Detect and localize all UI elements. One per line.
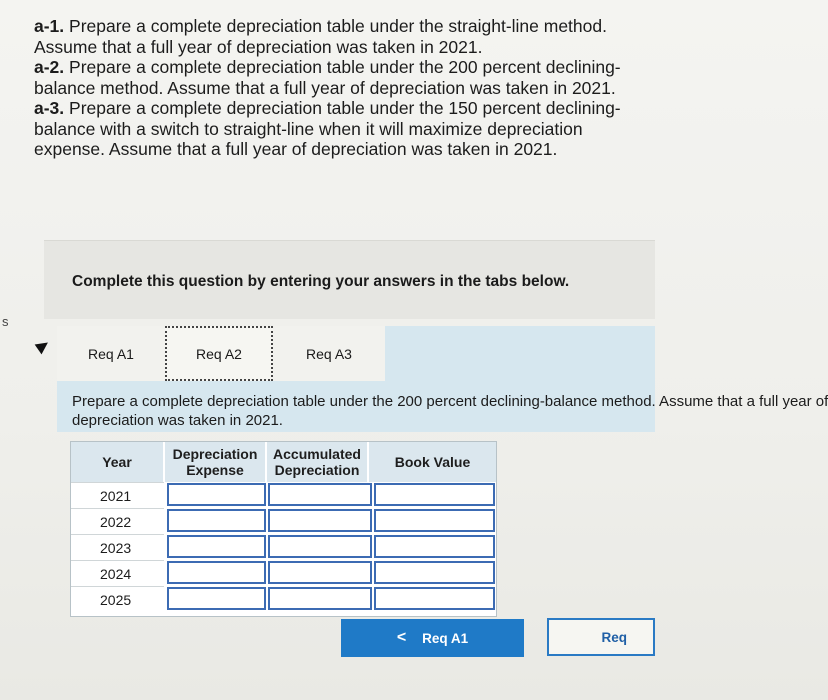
next-button-label: Req xyxy=(601,629,627,645)
margin-mark: s xyxy=(2,314,9,329)
table-row xyxy=(71,586,496,612)
book-value-input[interactable] xyxy=(374,509,495,532)
header-accumulated-depreciation: Accumulated Depreciation xyxy=(267,442,367,482)
tab-instruction: Prepare a complete depreciation table under the 200 percent declining-balance method. Assume that a full year of depreciation was taken in 2021. xyxy=(72,393,828,429)
header-year: Year xyxy=(71,442,163,482)
accumulated-input[interactable] xyxy=(268,561,372,584)
year-cell: 2022 xyxy=(71,508,164,534)
accumulated-input[interactable] xyxy=(268,509,372,532)
instructions-banner xyxy=(44,240,655,319)
year-cell: 2021 xyxy=(71,482,164,508)
depreciation-input[interactable] xyxy=(167,561,266,584)
depreciation-input[interactable] xyxy=(167,483,266,506)
table-row xyxy=(71,534,496,560)
table-row xyxy=(71,482,496,508)
prev-req-a1-button[interactable] xyxy=(341,619,524,657)
depreciation-table xyxy=(70,441,497,617)
question-a3: a-3. Prepare a complete depreciation table under the 150 percent declining-balance with a switch to straight-line when it will maximize depreciation expense. Assume that a full year of depreciation was taken in 2021. xyxy=(34,98,621,159)
tab-req-a2[interactable]: Req A2 xyxy=(165,326,273,381)
book-value-input[interactable] xyxy=(374,483,495,506)
question-text xyxy=(34,16,634,160)
banner-text: Complete this question by entering your answers in the tabs below. xyxy=(72,273,570,290)
tab-req-a3[interactable]: Req A3 xyxy=(273,326,385,381)
chevron-left-icon: < xyxy=(396,629,407,646)
cursor-arrow-icon xyxy=(35,338,52,355)
prev-button-label: Req A1 xyxy=(422,630,469,646)
depreciation-input[interactable] xyxy=(167,509,266,532)
question-a2: a-2. Prepare a complete depreciation table under the 200 percent declining-balance method. Assume that a full year of depreciation was taken in 2021. xyxy=(34,57,621,98)
table-row xyxy=(71,508,496,534)
depreciation-input[interactable] xyxy=(167,587,266,610)
year-cell: 2025 xyxy=(71,586,164,612)
header-book-value: Book Value xyxy=(369,442,496,482)
accumulated-input[interactable] xyxy=(268,587,372,610)
question-a1: a-1. Prepare a complete depreciation table under the straight-line method. Assume that a full year of depreciation was taken in 2021. xyxy=(34,16,607,57)
book-value-input[interactable] xyxy=(374,587,495,610)
depreciation-input[interactable] xyxy=(167,535,266,558)
tab-req-a1[interactable]: Req A1 xyxy=(57,326,165,381)
next-req-a3-button[interactable] xyxy=(547,618,655,656)
book-value-input[interactable] xyxy=(374,535,495,558)
year-cell: 2023 xyxy=(71,534,164,560)
table-row xyxy=(71,560,496,586)
header-depreciation-expense: Depreciation Expense xyxy=(165,442,265,482)
accumulated-input[interactable] xyxy=(268,535,372,558)
year-cell: 2024 xyxy=(71,560,164,586)
book-value-input[interactable] xyxy=(374,561,495,584)
accumulated-input[interactable] xyxy=(268,483,372,506)
